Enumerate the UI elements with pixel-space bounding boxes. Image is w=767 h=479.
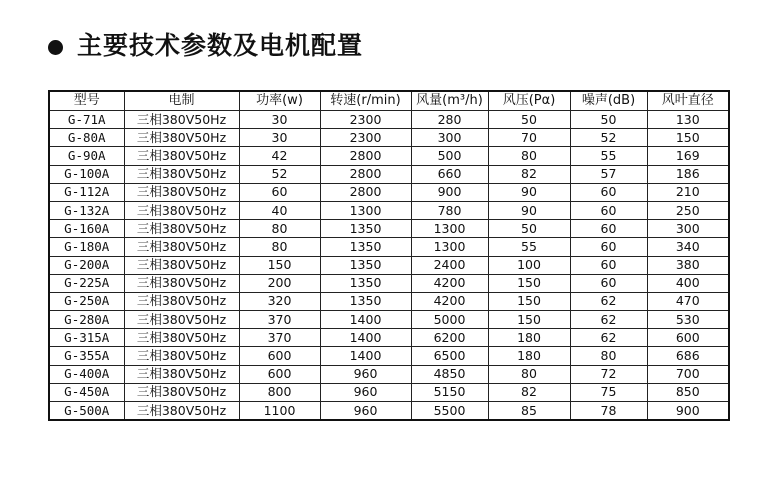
table-row [49,292,729,310]
cell-blade-diameter: 186 [647,165,729,183]
cell-noise: 60 [570,201,647,219]
cell-airflow: 5500 [411,402,488,421]
cell-power: 600 [239,365,320,383]
cell-blade-diameter: 169 [647,147,729,165]
cell-model: G-315A [49,329,124,347]
cell-power: 800 [239,383,320,401]
cell-power-supply: 三相380V50Hz [124,402,239,421]
cell-power-supply: 三相380V50Hz [124,311,239,329]
cell-pressure: 50 [488,220,570,238]
cell-pressure: 50 [488,111,570,129]
cell-pressure: 90 [488,183,570,201]
cell-power: 60 [239,183,320,201]
cell-speed: 1350 [320,238,411,256]
cell-power-supply: 三相380V50Hz [124,256,239,274]
cell-blade-diameter: 850 [647,383,729,401]
cell-blade-diameter: 700 [647,365,729,383]
cell-speed: 1400 [320,347,411,365]
cell-model: G-132A [49,201,124,219]
table-row [49,311,729,329]
cell-noise: 50 [570,111,647,129]
cell-pressure: 100 [488,256,570,274]
cell-noise: 80 [570,347,647,365]
cell-speed: 1300 [320,201,411,219]
cell-pressure: 180 [488,329,570,347]
cell-pressure: 80 [488,147,570,165]
table-row [49,201,729,219]
cell-speed: 1350 [320,256,411,274]
cell-pressure: 150 [488,274,570,292]
cell-noise: 52 [570,129,647,147]
table-row [49,329,729,347]
cell-pressure: 55 [488,238,570,256]
cell-model: G-280A [49,311,124,329]
cell-airflow: 660 [411,165,488,183]
cell-power: 80 [239,238,320,256]
cell-power: 42 [239,147,320,165]
header-speed: 转速(r/min) [320,91,411,111]
cell-power-supply: 三相380V50Hz [124,147,239,165]
cell-model: G-250A [49,292,124,310]
spec-table [48,90,730,421]
cell-power: 370 [239,329,320,347]
cell-noise: 60 [570,274,647,292]
table-header-row [49,91,729,111]
cell-pressure: 150 [488,311,570,329]
cell-blade-diameter: 150 [647,129,729,147]
cell-power: 30 [239,111,320,129]
cell-speed: 2300 [320,129,411,147]
cell-blade-diameter: 210 [647,183,729,201]
cell-speed: 1400 [320,329,411,347]
cell-speed: 1350 [320,292,411,310]
cell-airflow: 500 [411,147,488,165]
cell-airflow: 5150 [411,383,488,401]
cell-pressure: 150 [488,292,570,310]
cell-power-supply: 三相380V50Hz [124,329,239,347]
cell-pressure: 90 [488,201,570,219]
cell-blade-diameter: 686 [647,347,729,365]
cell-power-supply: 三相380V50Hz [124,365,239,383]
cell-speed: 960 [320,383,411,401]
cell-blade-diameter: 600 [647,329,729,347]
cell-noise: 60 [570,238,647,256]
cell-airflow: 4850 [411,365,488,383]
table-row [49,111,729,129]
cell-power: 80 [239,220,320,238]
cell-airflow: 4200 [411,292,488,310]
cell-blade-diameter: 470 [647,292,729,310]
cell-airflow: 300 [411,129,488,147]
cell-blade-diameter: 300 [647,220,729,238]
cell-pressure: 80 [488,365,570,383]
cell-pressure: 85 [488,402,570,421]
cell-blade-diameter: 900 [647,402,729,421]
cell-noise: 60 [570,256,647,274]
cell-power-supply: 三相380V50Hz [124,383,239,401]
table-row [49,365,729,383]
cell-blade-diameter: 400 [647,274,729,292]
cell-pressure: 180 [488,347,570,365]
cell-power: 600 [239,347,320,365]
cell-power: 370 [239,311,320,329]
table-row [49,383,729,401]
cell-airflow: 4200 [411,274,488,292]
cell-model: G-90A [49,147,124,165]
cell-airflow: 5000 [411,311,488,329]
cell-blade-diameter: 250 [647,201,729,219]
header-noise: 噪声(dB) [570,91,647,111]
cell-power-supply: 三相380V50Hz [124,201,239,219]
cell-model: G-112A [49,183,124,201]
table-row [49,183,729,201]
cell-speed: 2300 [320,111,411,129]
table-row [49,402,729,421]
cell-model: G-80A [49,129,124,147]
cell-model: G-100A [49,165,124,183]
cell-power-supply: 三相380V50Hz [124,183,239,201]
cell-noise: 62 [570,329,647,347]
table-row [49,220,729,238]
table-row [49,129,729,147]
header-model: 型号 [49,91,124,111]
cell-noise: 57 [570,165,647,183]
cell-power: 1100 [239,402,320,421]
header-pressure: 风压(Pα) [488,91,570,111]
cell-noise: 62 [570,292,647,310]
cell-model: G-200A [49,256,124,274]
section-heading [48,31,363,61]
cell-model: G-450A [49,383,124,401]
cell-speed: 1400 [320,311,411,329]
table-row [49,256,729,274]
cell-pressure: 82 [488,165,570,183]
table-row [49,147,729,165]
cell-model: G-400A [49,365,124,383]
cell-power: 52 [239,165,320,183]
cell-power-supply: 三相380V50Hz [124,347,239,365]
heading-title: 主要技术参数及电机配置 [77,31,364,60]
cell-speed: 2800 [320,147,411,165]
cell-noise: 75 [570,383,647,401]
cell-noise: 55 [570,147,647,165]
cell-pressure: 70 [488,129,570,147]
table-row [49,274,729,292]
cell-power-supply: 三相380V50Hz [124,292,239,310]
cell-noise: 72 [570,365,647,383]
cell-power-supply: 三相380V50Hz [124,220,239,238]
cell-power: 320 [239,292,320,310]
header-power: 功率(w) [239,91,320,111]
cell-blade-diameter: 340 [647,238,729,256]
cell-airflow: 6200 [411,329,488,347]
cell-blade-diameter: 380 [647,256,729,274]
cell-blade-diameter: 130 [647,111,729,129]
cell-airflow: 900 [411,183,488,201]
cell-model: G-500A [49,402,124,421]
cell-power-supply: 三相380V50Hz [124,129,239,147]
cell-model: G-225A [49,274,124,292]
cell-speed: 2800 [320,183,411,201]
header-power-supply: 电制 [124,91,239,111]
table-body [49,111,729,421]
cell-noise: 60 [570,183,647,201]
cell-power-supply: 三相380V50Hz [124,111,239,129]
cell-noise: 62 [570,311,647,329]
cell-power: 200 [239,274,320,292]
cell-pressure: 82 [488,383,570,401]
cell-speed: 1350 [320,220,411,238]
bullet-dot-icon [48,40,63,55]
cell-airflow: 1300 [411,238,488,256]
cell-speed: 960 [320,402,411,421]
cell-power-supply: 三相380V50Hz [124,238,239,256]
table-row [49,165,729,183]
cell-power: 150 [239,256,320,274]
cell-model: G-355A [49,347,124,365]
cell-power-supply: 三相380V50Hz [124,274,239,292]
cell-power: 40 [239,201,320,219]
cell-power: 30 [239,129,320,147]
table-row [49,347,729,365]
cell-model: G-180A [49,238,124,256]
table-row [49,238,729,256]
cell-power-supply: 三相380V50Hz [124,165,239,183]
cell-blade-diameter: 530 [647,311,729,329]
cell-airflow: 2400 [411,256,488,274]
header-blade-diameter: 风叶直径 [647,91,729,111]
cell-speed: 960 [320,365,411,383]
cell-airflow: 780 [411,201,488,219]
cell-airflow: 280 [411,111,488,129]
cell-model: G-160A [49,220,124,238]
cell-speed: 1350 [320,274,411,292]
cell-speed: 2800 [320,165,411,183]
cell-airflow: 6500 [411,347,488,365]
cell-model: G-71A [49,111,124,129]
header-airflow: 风量(m³/h) [411,91,488,111]
cell-airflow: 1300 [411,220,488,238]
cell-noise: 78 [570,402,647,421]
cell-noise: 60 [570,220,647,238]
